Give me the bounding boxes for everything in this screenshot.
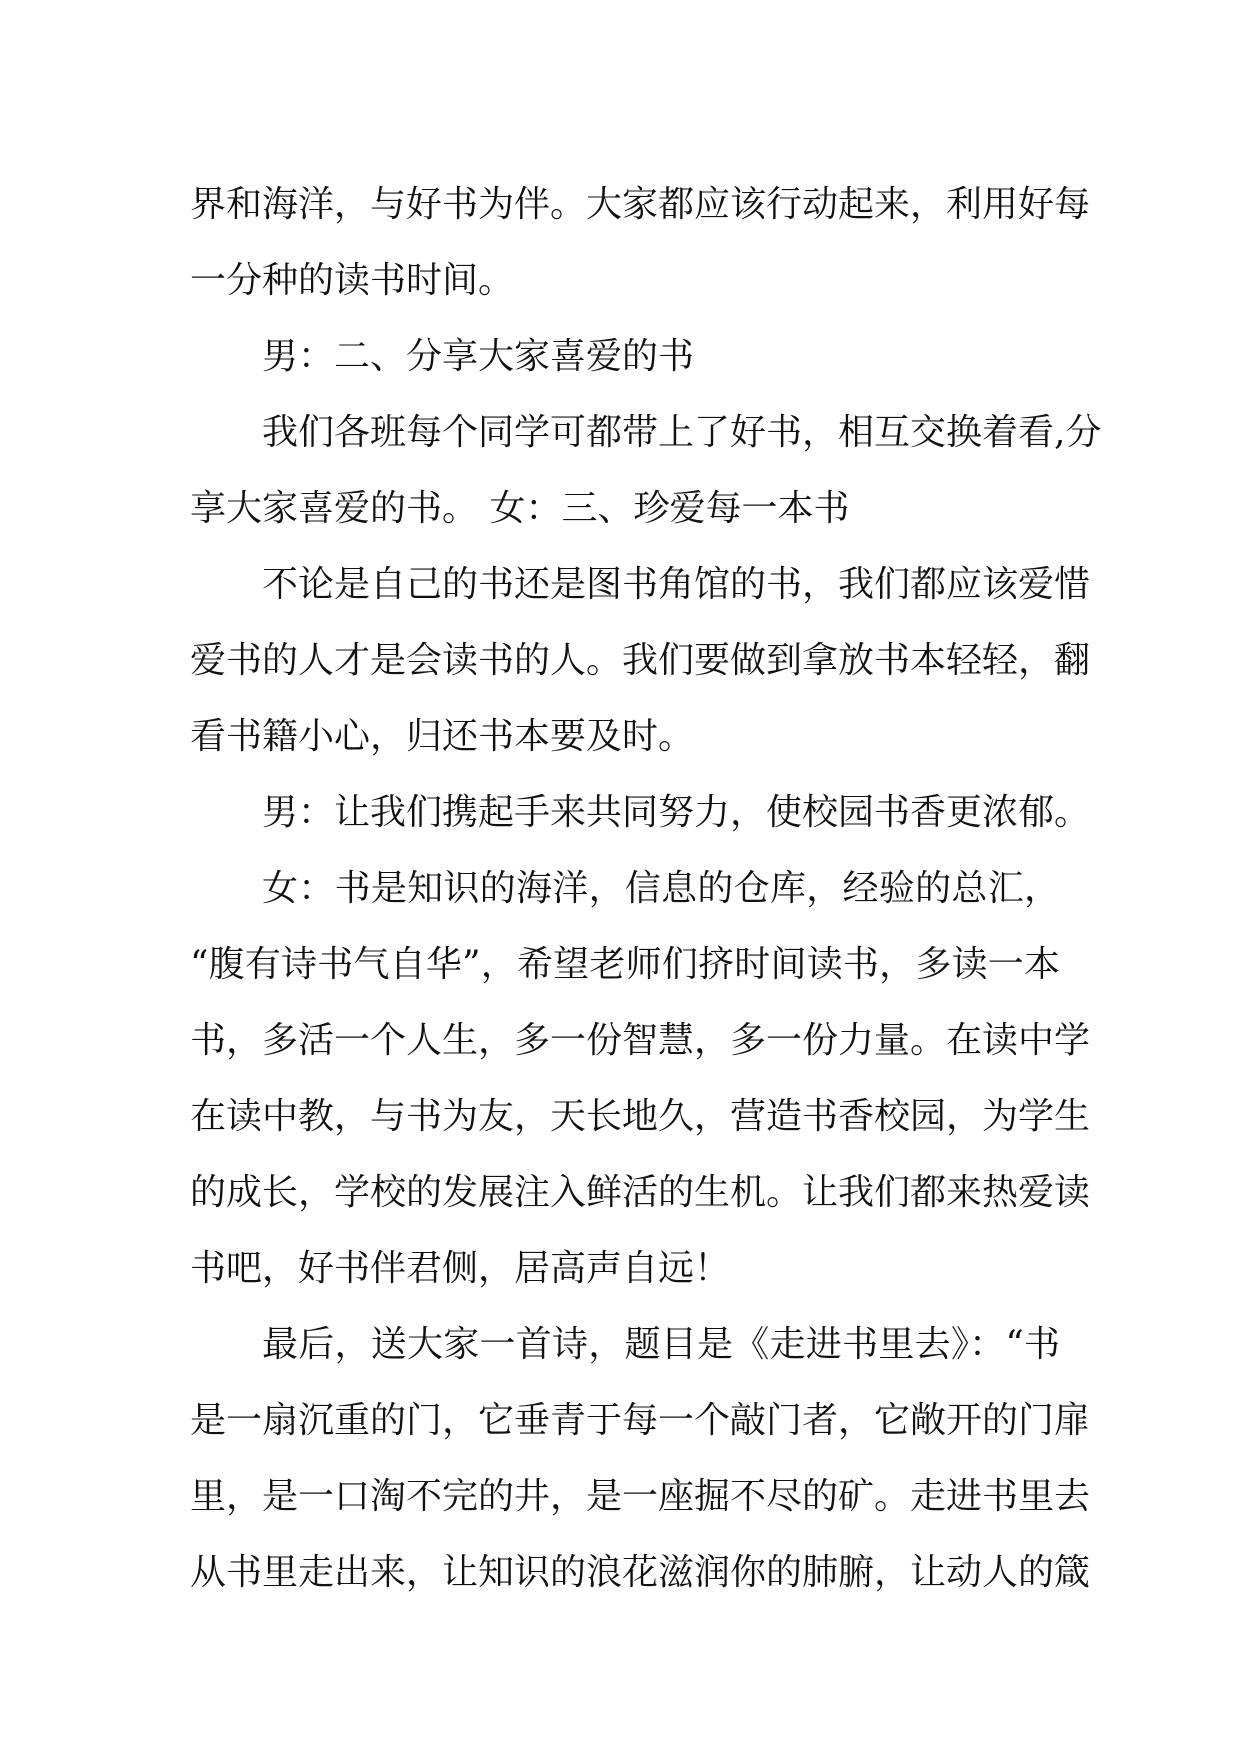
- text-line: 看书籍小心，归还书本要及时。: [190, 716, 695, 757]
- text-line: 书吧，好书伴君侧，居高声自远！: [190, 1248, 731, 1289]
- text-line: 里，是一口淘不完的井，是一座掘不尽的矿。走进书里去: [190, 1476, 1091, 1517]
- text-line: 从书里走出来，让知识的浪花滋润你的肺腑，让动人的箴: [190, 1552, 1091, 1593]
- text-line: 享大家喜爱的书。 女：三、珍爱每一本书: [190, 488, 850, 529]
- text-line: 一分种的读书时间。: [190, 260, 515, 301]
- section-heading: 男：二、分享大家喜爱的书: [262, 336, 695, 377]
- text-line: 书，多活一个人生，多一份智慧，多一份力量。在读中学: [190, 1020, 1091, 1061]
- text-line: 界和海洋，与好书为伴。大家都应该行动起来，利用好每: [190, 184, 1091, 225]
- text-line: 男：让我们携起手来共同努力，使校园书香更浓郁。: [262, 792, 1091, 833]
- text-line: 女：书是知识的海洋，信息的仓库，经验的总汇，: [262, 868, 1060, 909]
- text-line: 是一扇沉重的门，它垂青于每一个敲门者，它敞开的门扉: [190, 1400, 1091, 1441]
- text-line: 的成长，学校的发展注入鲜活的生机。让我们都来热爱读: [190, 1172, 1091, 1213]
- text-line: “腹有诗书气自华”，希望老师们挤时间读书，多读一本: [190, 944, 1060, 985]
- text-line: 不论是自己的书还是图书角馆的书，我们都应该爱惜: [262, 564, 1091, 605]
- text-line: 最后，送大家一首诗，题目是《走进书里去》：“书: [262, 1324, 1060, 1365]
- text-line: 在读中教，与书为友，天长地久，营造书香校园，为学生: [190, 1096, 1091, 1137]
- text-line: 我们各班每个同学可都带上了好书，相互交换着看,分: [262, 412, 1102, 453]
- text-line: 爱书的人才是会读书的人。我们要做到拿放书本轻轻，翻: [190, 640, 1091, 681]
- body-text: [190, 167, 1102, 1611]
